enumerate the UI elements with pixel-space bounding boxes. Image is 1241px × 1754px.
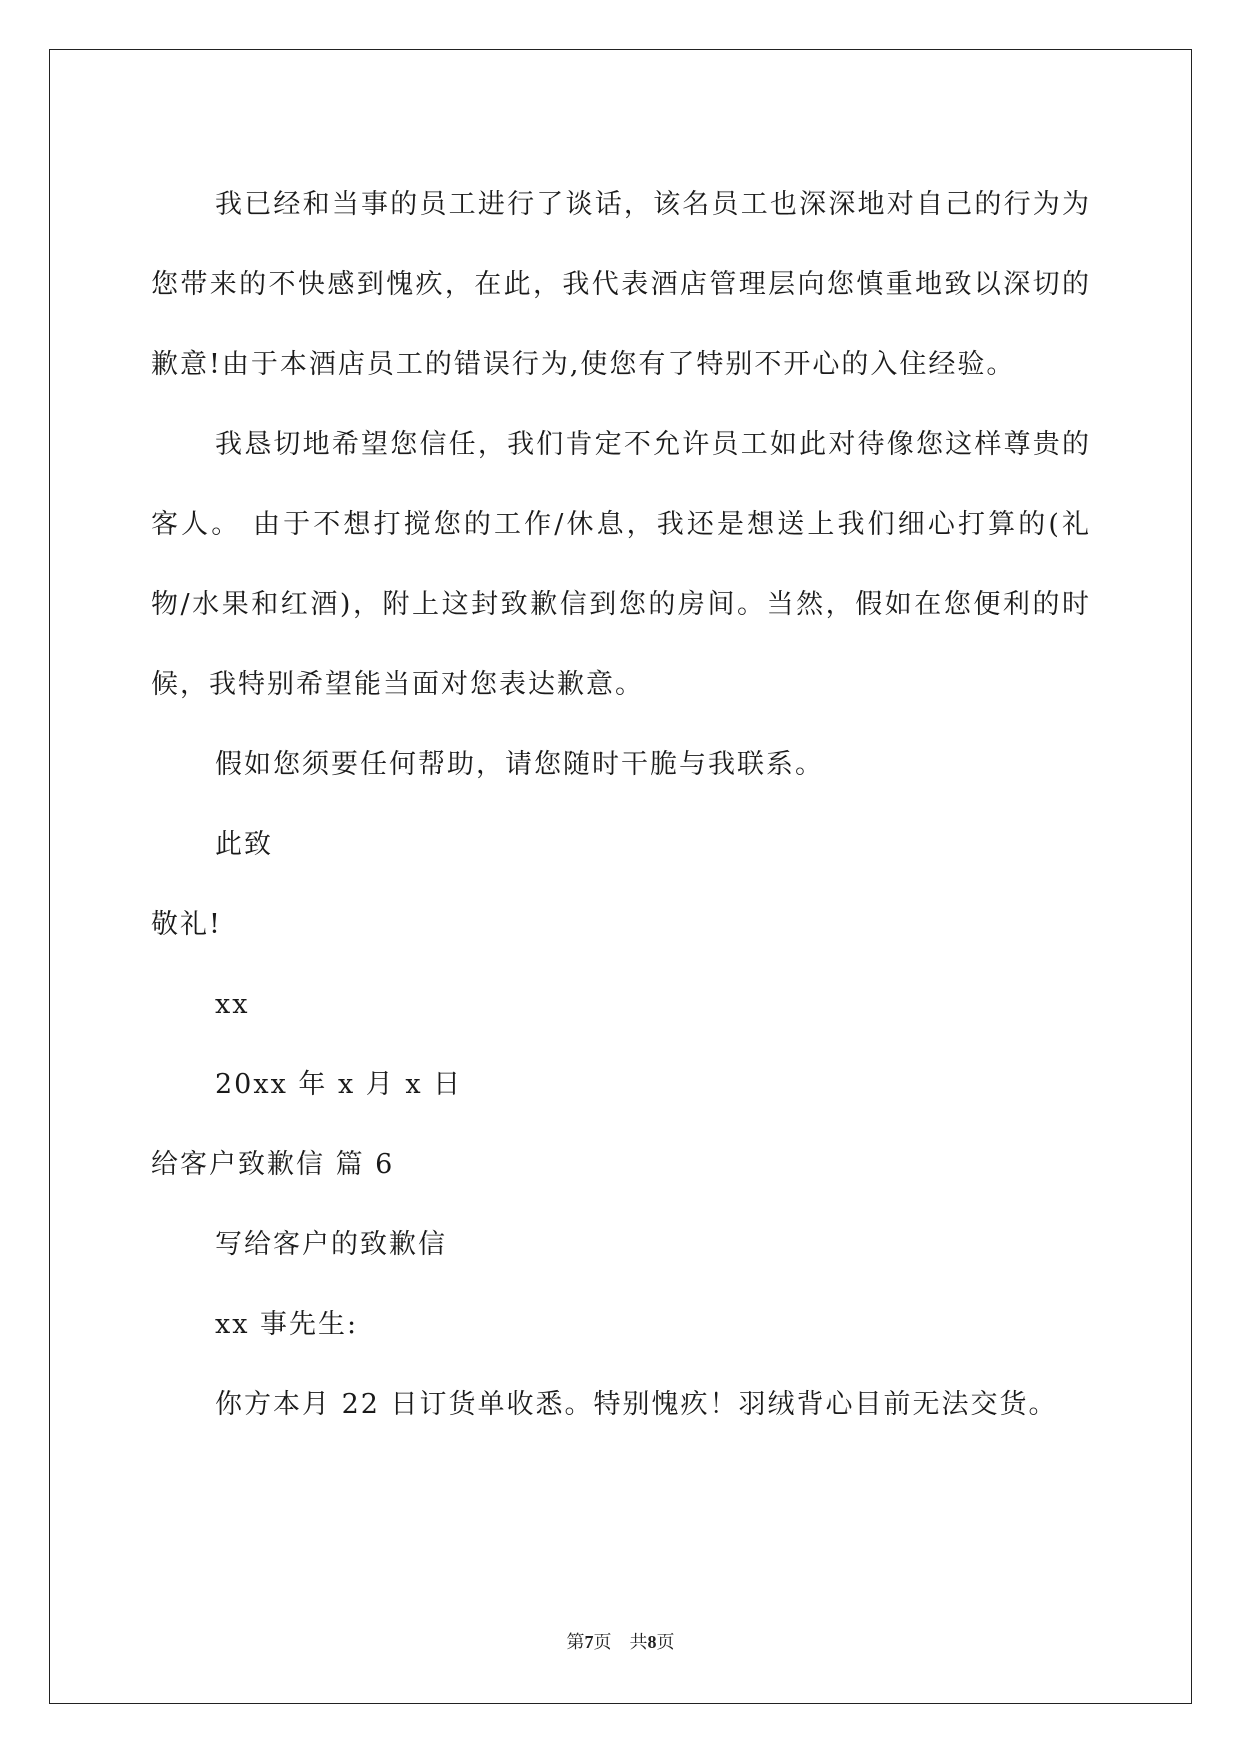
closing-regards: 敬礼! bbox=[151, 909, 222, 940]
paragraph-apology-conversation: 我已经和当事的员工进行了谈话，该名员工也深深地对自己的行为为您带来的不快感到愧疚，在此，我代表酒店管理层向您慎重地致以深切的歉意!由于本酒店员工的错误行为,使您有了特别不开心的入住经验。 bbox=[151, 189, 1091, 380]
footer-suffix: 页 bbox=[656, 1632, 675, 1652]
section-heading: 给客户致歉信 篇 6 bbox=[151, 1149, 395, 1180]
signature-name: xx bbox=[215, 989, 250, 1020]
footer-page-number: 7 bbox=[584, 1632, 594, 1652]
closing-salutation: 此致 bbox=[215, 829, 273, 860]
document-body bbox=[151, 165, 1091, 1445]
letter-greeting: xx 事先生: bbox=[215, 1309, 359, 1340]
footer-mid: 页 共 bbox=[593, 1632, 648, 1652]
footer-total-pages: 8 bbox=[647, 1632, 657, 1652]
footer-prefix: 第 bbox=[566, 1632, 585, 1652]
letter-title: 写给客户的致歉信 bbox=[215, 1229, 447, 1260]
paragraph-order-received: 你方本月 22 日订货单收悉。特别愧疚！羽绒背心目前无法交货。 bbox=[215, 1389, 1058, 1420]
paragraph-contact: 假如您须要任何帮助，请您随时干脆与我联系。 bbox=[215, 749, 824, 780]
signature-date: 20xx 年 x 月 x 日 bbox=[215, 1069, 463, 1100]
page-footer bbox=[0, 1628, 1241, 1654]
paragraph-trust-gift: 我恳切地希望您信任，我们肯定不允许员工如此对待像您这样尊贵的客人。 由于不想打搅您的工作/休息，我还是想送上我们细心打算的(礼物/水果和红酒)，附上这封致歉信到您的房间。当然，假如在您便利的时候，我特别希望能当面对您表达歉意。 bbox=[151, 429, 1091, 700]
